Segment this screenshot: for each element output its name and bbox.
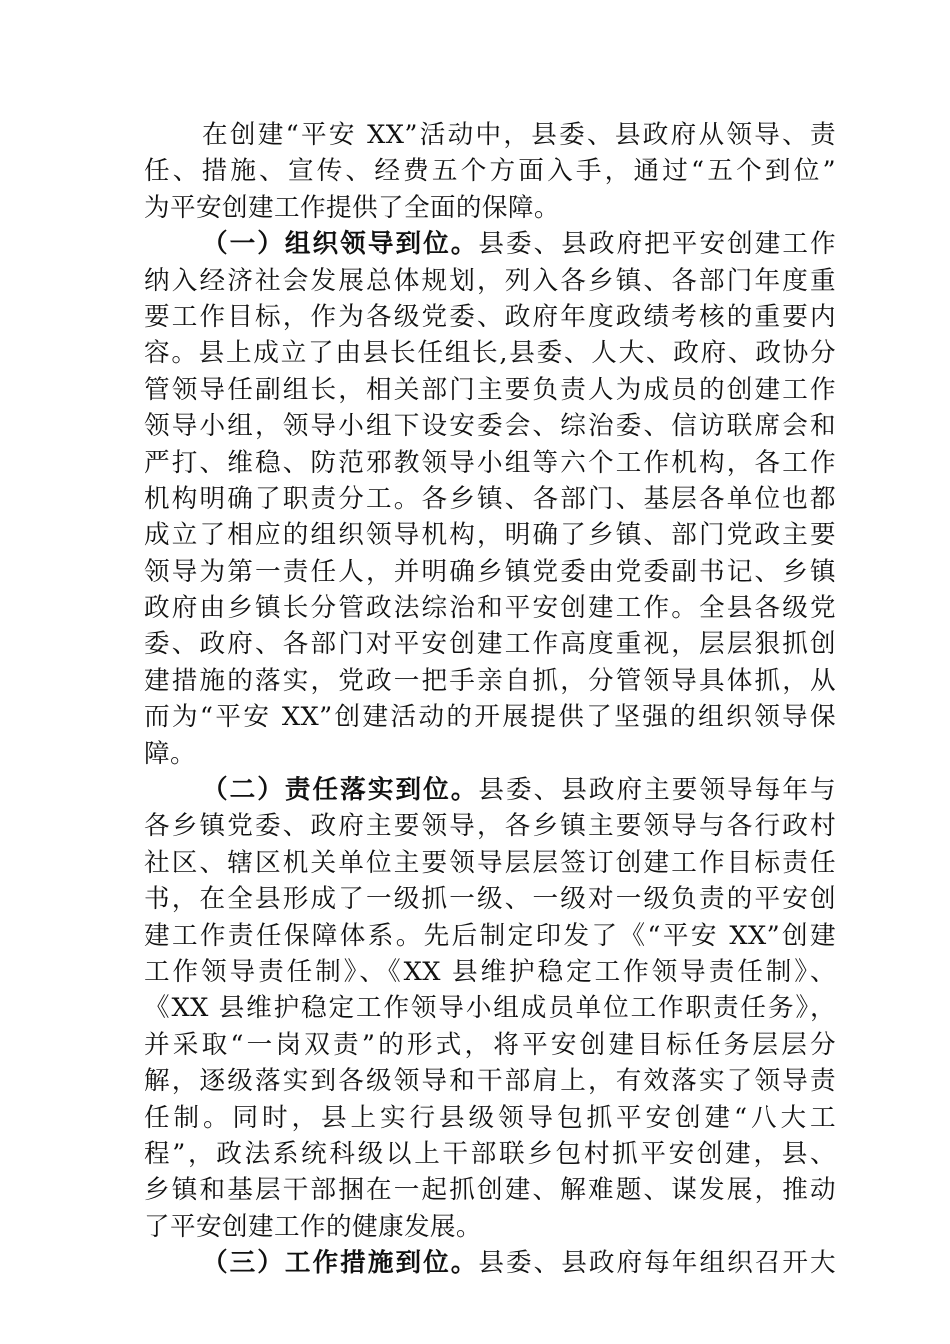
text-line: 纳入经济社会发展总体规划，列入各乡镇、各部门年度重: [144, 265, 836, 296]
text-line: 任、措施、宣传、经费五个方面入手，通过“五个到位”: [144, 156, 836, 187]
text-line: 并采取“一岗双责”的形式，将平安创建目标任务层层分: [144, 1029, 836, 1060]
document-page: [144, 117, 836, 1282]
text-line: 建措施的落实，党政一把手亲自抓，分管领导具体抓，从: [144, 665, 836, 696]
text-line: 了平安创建工作的健康发展。: [144, 1211, 482, 1242]
text-line: 成立了相应的组织领导机构，明确了乡镇、部门党政主要: [144, 520, 836, 551]
text-line: 社区、辖区机关单位主要领导层层签订创建工作目标责任: [144, 847, 836, 878]
text-run: 县委、县政府把平安创建工作: [478, 229, 836, 260]
paragraph-work-measures: [144, 1245, 836, 1281]
text-line: 管领导任副组长，相关部门主要负责人为成员的创建工作: [144, 374, 836, 405]
text-line: 要工作目标，作为各级党委、政府年度政绩考核的重要内: [144, 301, 836, 332]
text-line: [144, 226, 836, 262]
text-line: 书，在全县形成了一级抓一级、一级对一级负责的平安创: [144, 884, 836, 915]
text-line: 《XX 县维护稳定工作领导小组成员单位工作职责任务》，: [144, 993, 836, 1024]
paragraph-organization-leadership: [144, 226, 836, 772]
text-line: 工作领导责任制》、《XX 县维护稳定工作领导责任制》、: [144, 956, 836, 987]
text-line: 任制。同时，县上实行县级领导包抓平安创建“八大工: [144, 1102, 836, 1133]
text-line: 乡镇和基层干部捆在一起抓创建、解难题、谋发展，推动: [144, 1175, 836, 1206]
section-heading: （一）组织领导到位。: [202, 229, 479, 260]
text-line: 程”，政法系统科级以上干部联乡包村抓平安创建，县、: [144, 1138, 836, 1169]
paragraph-responsibility: [144, 772, 836, 1245]
text-line: 为平安创建工作提供了全面的保障。: [144, 192, 560, 223]
text-line: 领导小组，领导小组下设安委会、综治委、信访联席会和: [144, 411, 836, 442]
section-heading: （三）工作措施到位。: [202, 1248, 479, 1279]
text-run: 县委、县政府主要领导每年与: [478, 775, 836, 806]
paragraph-intro: [144, 117, 836, 226]
text-line: [144, 1245, 836, 1281]
text-line: 障。: [144, 738, 196, 769]
text-line: 委、政府、各部门对平安创建工作高度重视，层层狠抓创: [144, 629, 836, 660]
text-line: 领导为第一责任人，并明确乡镇党委由党委副书记、乡镇: [144, 556, 836, 587]
text-line: 解，逐级落实到各级领导和干部肩上，有效落实了领导责: [144, 1066, 836, 1097]
text-line: 而为“平安 XX”创建活动的开展提供了坚强的组织领导保: [144, 702, 836, 733]
text-line: 建工作责任保障体系。先后制定印发了《“平安 XX”创建: [144, 920, 836, 951]
text-line: 政府由乡镇长分管政法综治和平安创建工作。全县各级党: [144, 593, 836, 624]
text-line: 各乡镇党委、政府主要领导，各乡镇主要领导与各行政村: [144, 811, 836, 842]
text-line: [144, 772, 836, 808]
text-line: 严打、维稳、防范邪教领导小组等六个工作机构，各工作: [144, 447, 836, 478]
text-line: 在创建“平安 XX”活动中，县委、县政府从领导、责: [202, 120, 836, 150]
text-line: 机构明确了职责分工。各乡镇、各部门、基层各单位也都: [144, 483, 836, 514]
text-line: 容。县上成立了由县长任组长,县委、人大、政府、政协分: [144, 338, 836, 369]
text-run: 县委、县政府每年组织召开大: [478, 1248, 836, 1279]
section-heading: （二）责任落实到位。: [202, 775, 479, 806]
